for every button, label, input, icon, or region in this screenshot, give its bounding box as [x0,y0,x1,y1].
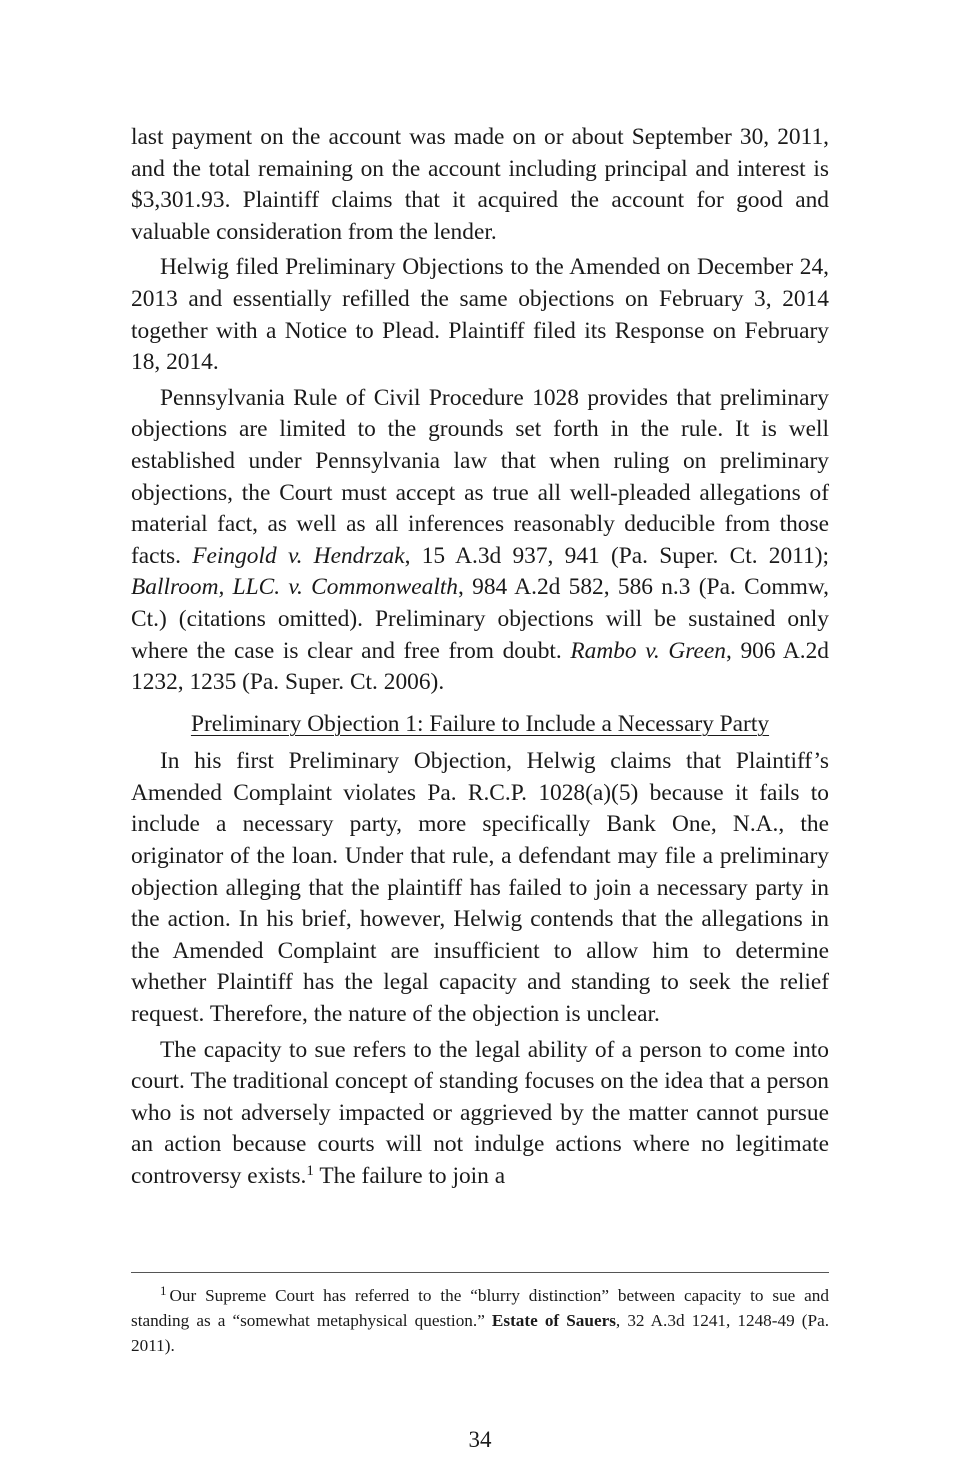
case-citation-rambo: Rambo v. Green [570,637,726,664]
paragraph-first-objection: In his first Preliminary Objection, Helwig claims that Plaintiff’s Amended Complaint violates Pa. R.C.P. 1028(a)(5) because it fails to include a necessary party, more specifically Bank One, N.A., the originator of the loan. Under that rule, a defendant may file a preliminary objection alleging that the plaintiff has failed to join a necessary party in the action. In his brief, however, Helwig contends that the allegations in the Amended Complaint are insufficient to allow him to determine whether Plaintiff has the legal capacity and standing to seek the relief request. Therefore, the nature of the objection is unclear. [131,748,829,1028]
capacity-text-1: The capacity to sue refers to the legal ability of a person to come into court. The traditional concept of standing focuses on the idea that a person who is not adversely impacted or aggrieved by the matter cannot pursue an action because courts will not indulge actions where no legitimate controversy exists. [131,1036,829,1189]
paragraph-continuation: last payment on the account was made on or about September 30, 2011, and the total remaining on the account including principal and interest is $3,301.93. Plaintiff claims that it acquired the account for good and valuable consideration from the lender. [131,124,829,245]
footnote-divider [131,1272,829,1273]
legal-standard-text-4: , 906 A.2d 1232, 1235 (Pa. Super. Ct. 2006). [131,637,829,696]
capacity-text-2: The failure to join a [313,1163,506,1189]
section-heading-text: Preliminary Objection 1: Failure to Include a Necessary Party [190,710,770,737]
page-number: 34 [468,1427,492,1452]
legal-standard-text-3: , 984 A.2d 582, 586 n.3 (Pa. Commw, Ct.) (citations omitted). Preliminary objections will be sustained only where the case is clear and free from doubt. [131,574,829,664]
footnote-reference: 1 [306,1163,314,1179]
footnote-number: 1 [160,1283,167,1298]
case-citation-feingold: Feingold v. Hendrzak [192,542,405,569]
document-body [131,122,829,1197]
legal-standard-text-2: , 15 A.3d 937, 941 (Pa. Super. Ct. 2011); [404,542,829,569]
footnote-text-1: Our Supreme Court has referred to the “blurry distinction” between capacity to sue and standing as a “somewhat metaphysical question.” [131,1286,829,1330]
paragraph-capacity-standing [131,1035,829,1193]
legal-standard-text-1: Pennsylvania Rule of Civil Procedure 1028 provides that preliminary objections are limited to the grounds set forth in the rule. It is well established under Pennsylvania law that when ruling on preliminary objections, the Court must accept as true all well-pleaded allegations of material fact, as well as all inferences reasonably deducible from those facts. [131,384,829,569]
paragraph-legal-standard [131,383,829,699]
section-heading [131,709,829,741]
paragraph-procedural-history: Helwig filed Preliminary Objections to the Amended on December 24, 2013 and essentially refilled the same objections on February 3, 2014 together with a Notice to Plead. Plaintiff filed its Response on February 18, 2014. [131,254,829,376]
case-citation-ballroom: Ballroom, LLC. v. Commonwealth [131,574,459,601]
footnote [131,1283,829,1358]
footnote-text-2: , 32 A.3d 1241, 1248-49 (Pa. 2011). [131,1311,829,1355]
footnote-case-citation: Estate of Sauers [491,1311,616,1330]
